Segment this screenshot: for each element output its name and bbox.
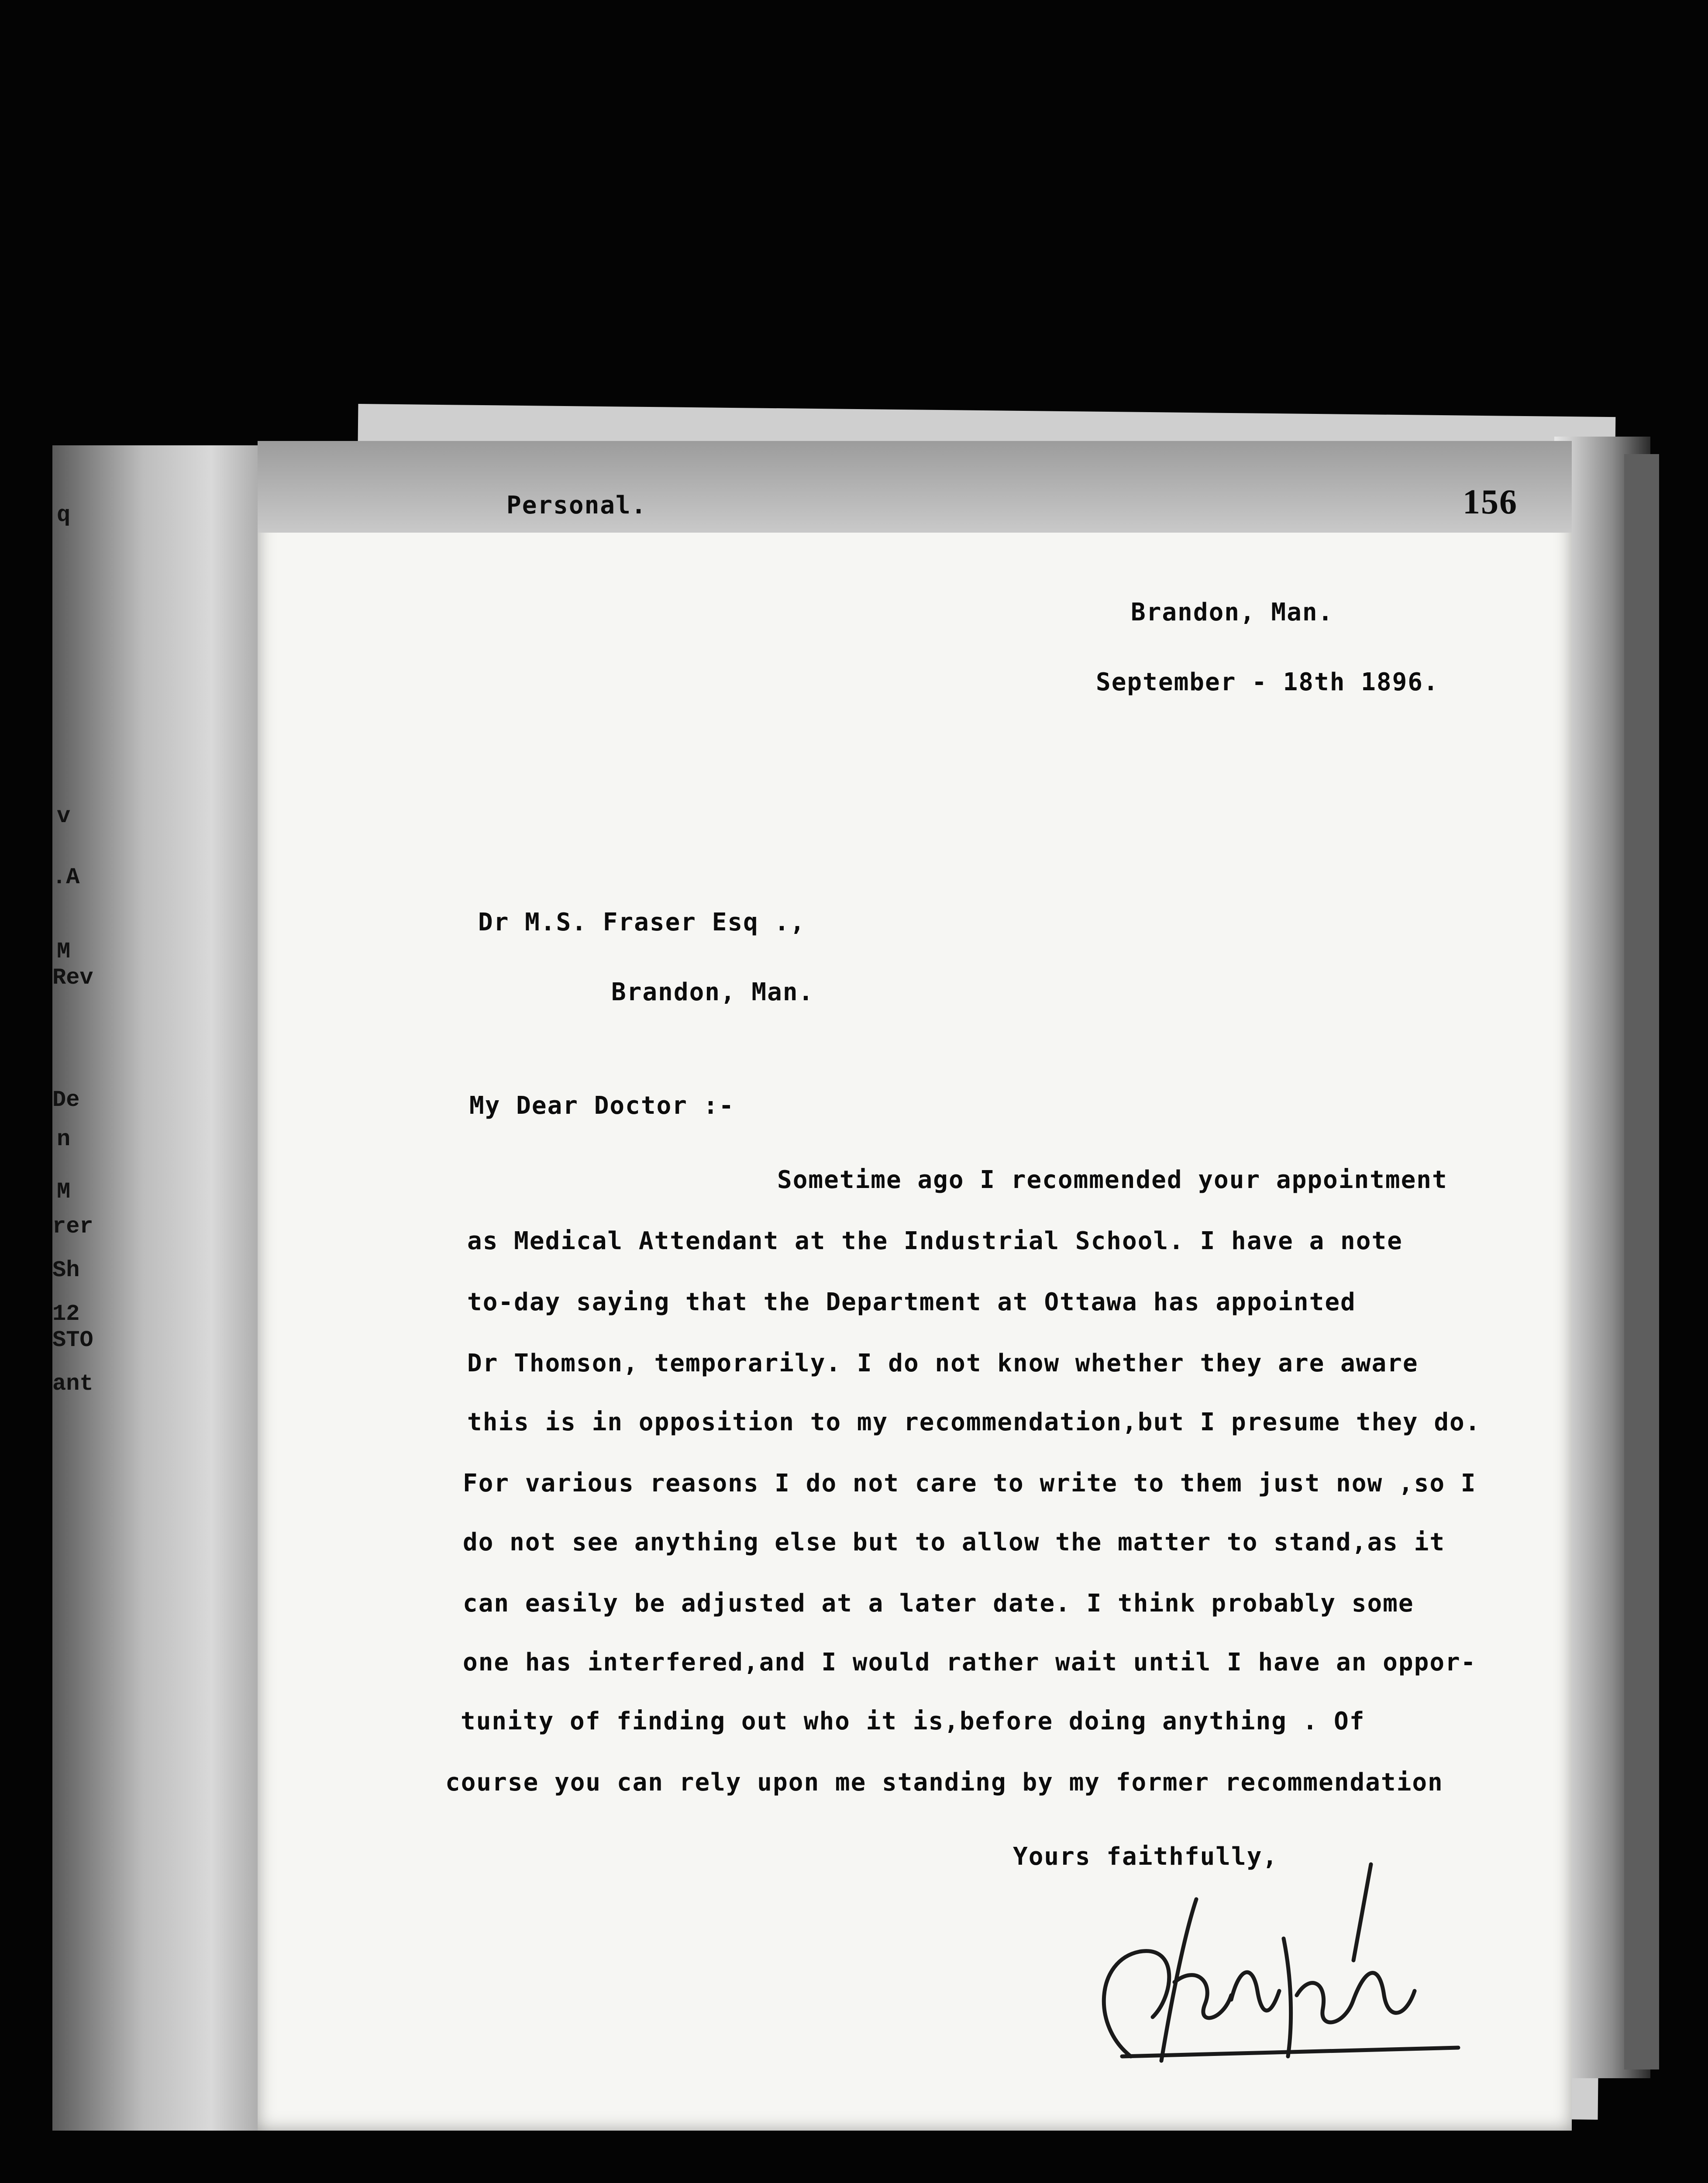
signature-graphic: [1065, 1851, 1476, 2078]
body-line: tunity of finding out who it is,before doing anything . Of: [461, 1707, 1365, 1735]
page-fragment: rer: [52, 1214, 93, 1240]
body-line: do not see anything else but to allow the matter to stand,as it: [463, 1528, 1446, 1556]
body-line: Dr Thomson, temporarily. I do not know whether they are aware: [467, 1349, 1419, 1377]
salutation: My Dear Doctor :-: [469, 1092, 735, 1120]
body-line: this is in opposition to my recommendation,but I presume they do.: [467, 1408, 1481, 1436]
page-fragment: M: [57, 939, 71, 964]
personal-stamp: Personal.: [506, 491, 647, 520]
page-fragment: De: [52, 1087, 80, 1113]
previous-page-edge: [52, 445, 279, 2131]
sender-city: Brandon, Man.: [1131, 598, 1334, 627]
page-fragment: 12: [52, 1301, 80, 1327]
body-line: to-day saying that the Department at Ottawa has appointed: [467, 1288, 1356, 1316]
body-line: one has interfered,and I would rather wait until I have an oppor-: [463, 1648, 1477, 1677]
page-fragment: v: [57, 803, 71, 829]
recipient-city: Brandon, Man.: [611, 978, 814, 1006]
page-fragment: q: [57, 502, 71, 528]
page-fragment: STO: [52, 1327, 93, 1353]
page-fragment: n: [57, 1126, 71, 1152]
body-line: course you can rely upon me standing by my former recommendation: [445, 1768, 1443, 1797]
closing: Yours faithfully,: [1013, 1842, 1278, 1871]
body-line: as Medical Attendant at the Industrial School. I have a note: [467, 1227, 1403, 1255]
body-line: For various reasons I do not care to write to them just now ,so I: [463, 1469, 1477, 1498]
back-sheet-edge: [1624, 454, 1659, 2069]
letter-date: September - 18th 1896.: [1096, 668, 1439, 696]
body-line: can easily be adjusted at a later date. I think probably some: [463, 1589, 1414, 1618]
page-fragment: ant: [52, 1371, 93, 1397]
page-fragment: .A: [52, 864, 80, 890]
page-number: 156: [1463, 483, 1518, 521]
page-fragment: Sh: [52, 1257, 80, 1283]
body-line: Sometime ago I recommended your appointment: [777, 1166, 1448, 1194]
page-fragment: Rev: [52, 965, 93, 991]
page-fragment: M: [57, 1179, 71, 1205]
letter-header-band: [258, 441, 1572, 533]
recipient-name: Dr M.S. Fraser Esq .,: [478, 908, 806, 937]
